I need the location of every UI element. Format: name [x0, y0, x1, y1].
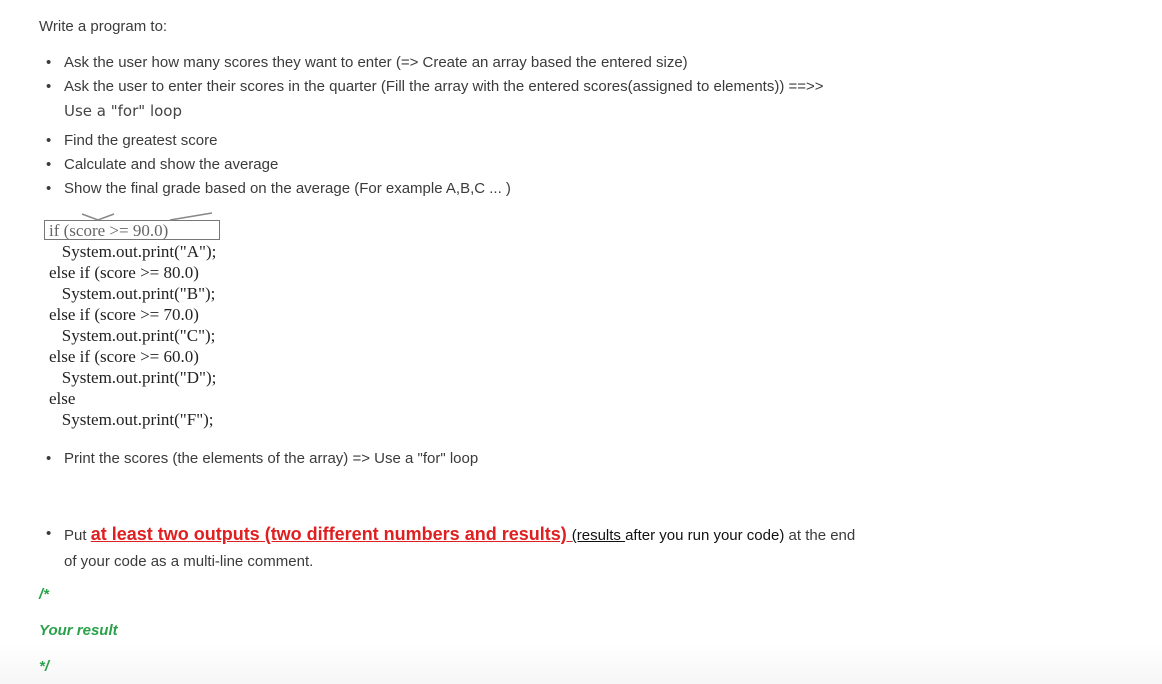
instruction-list-4 — [42, 521, 855, 575]
list-item: • Calculate and show the average — [42, 153, 511, 177]
code-snippet-image — [44, 212, 384, 434]
code-line: System.out.print("B"); — [49, 284, 216, 303]
list-item: • Ask the user to enter their scores in the quarter (Fill the array with the entered scores(assigned to elements)) ==>> Use a "for" loop — [42, 75, 824, 124]
code-line: else — [49, 389, 76, 408]
code-line: System.out.print("A"); — [49, 242, 217, 261]
comment-open: /* — [39, 586, 50, 603]
list-item: • Put at least two outputs (two different numbers and results) (results after you run your code) at the end of your code as a multi-line comment. — [42, 521, 855, 575]
instruction-list-2 — [42, 129, 511, 201]
bullet-icon: • — [46, 132, 52, 149]
bullet-icon: • — [46, 180, 52, 197]
code-line: System.out.print("F"); — [49, 410, 214, 429]
code-line: System.out.print("C"); — [49, 326, 216, 345]
bottom-fade — [0, 644, 1162, 684]
bullet-icon: • — [46, 525, 52, 542]
code-line: if (score >= 90.0) — [49, 221, 169, 240]
code-line: System.out.print("D"); — [49, 368, 217, 387]
bullet-icon: • — [46, 156, 52, 173]
list-item: • Print the scores (the elements of the array) => Use a "for" loop — [42, 447, 478, 471]
for-loop-note: Use a "for" loop — [64, 102, 182, 120]
bullet-icon: • — [46, 78, 52, 95]
comment-close: */ — [39, 658, 50, 675]
list-item: • Ask the user how many scores they want to enter (=> Create an array based the entered size) — [42, 51, 824, 75]
instruction-list-3 — [42, 447, 478, 471]
bullet-icon: • — [46, 450, 52, 467]
bullet-icon: • — [46, 54, 52, 71]
intro-text: Write a program to: — [39, 18, 168, 35]
emphasis-text: at least two outputs (two different numbers and results) — [90, 524, 572, 544]
code-line: else if (score >= 70.0) — [49, 305, 199, 324]
your-result-label: Your result — [39, 622, 118, 639]
code-line: else if (score >= 60.0) — [49, 347, 199, 366]
list-item: • Find the greatest score — [42, 129, 511, 153]
code-line: else if (score >= 80.0) — [49, 263, 199, 282]
list-item: • Show the final grade based on the average (For example A,B,C ... ) — [42, 177, 511, 201]
instruction-list-1 — [42, 51, 824, 124]
